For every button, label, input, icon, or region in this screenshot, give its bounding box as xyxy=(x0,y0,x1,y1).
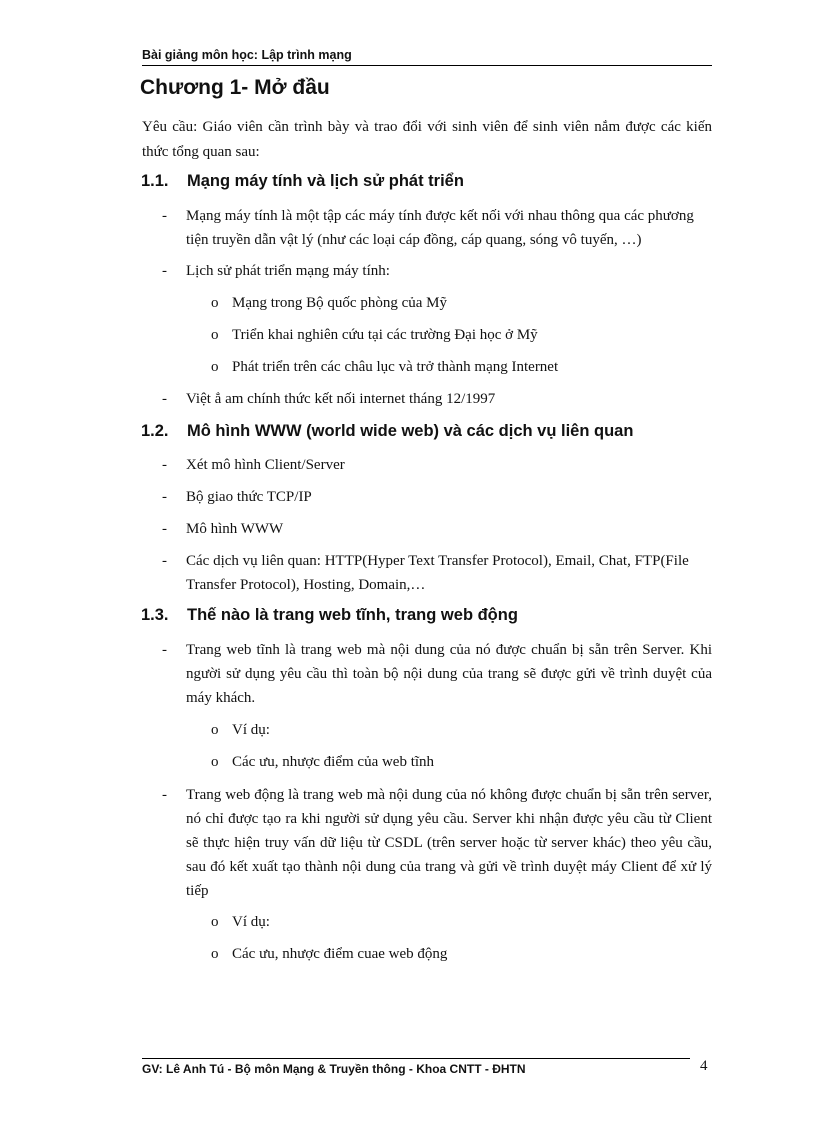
list-item xyxy=(162,517,712,541)
section-number: 1.1. xyxy=(141,172,169,190)
page-footer: GV: Lê Anh Tú - Bộ môn Mạng & Truyền thông - Khoa CNTT - ĐHTN xyxy=(142,1058,690,1076)
sub-list-item-text: Ví dụ: xyxy=(232,722,270,738)
dash-bullet: - xyxy=(162,489,167,505)
sub-list-item-text: Ví dụ: xyxy=(232,914,270,930)
page-header: Bài giảng môn học: Lập trình mạng xyxy=(142,48,712,66)
list-item xyxy=(162,549,712,597)
list-item-text: Các dịch vụ liên quan: HTTP(Hyper Text Transfer Protocol), Email, Chat, FTP(File Transfer Protocol), Hosting, Domain,… xyxy=(186,553,689,593)
list-item-text: Trang web tĩnh là trang web mà nội dung của nó được chuẩn bị sẵn trên Server. Khi người sử dụng yêu cầu thì toàn bộ nội dung của trang sẽ được gửi về trình duyệt của máy khách. xyxy=(186,642,712,706)
dash-bullet: - xyxy=(162,642,167,658)
list-item-text: Xét mô hình Client/Server xyxy=(186,457,345,473)
circle-bullet: o xyxy=(211,359,219,375)
section-heading xyxy=(141,606,721,625)
section-title: Mạng máy tính và lịch sử phát triển xyxy=(187,172,464,190)
intro-paragraph: Yêu cầu: Giáo viên cần trình bày và trao đổi với sinh viên để sinh viên nắm được các kiến thức tổng quan sau: xyxy=(142,119,712,160)
section-title: Thế nào là trang web tĩnh, trang web động xyxy=(187,606,518,624)
section-heading xyxy=(141,172,721,191)
circle-bullet: o xyxy=(211,722,219,738)
list-item xyxy=(162,485,712,509)
circle-bullet: o xyxy=(211,327,219,343)
list-item-text: Lịch sử phát triển mạng máy tính: xyxy=(186,263,390,279)
circle-bullet: o xyxy=(211,914,219,930)
list-item xyxy=(162,783,712,903)
sub-list-item xyxy=(211,942,712,966)
sub-list-item-text: Các ưu, nhược điểm cuae web động xyxy=(232,946,448,962)
list-item-text: Việt ẳ am chính thức kết nối internet tháng 12/1997 xyxy=(186,391,496,407)
section-number: 1.2. xyxy=(141,422,169,440)
dash-bullet: - xyxy=(162,391,167,407)
sub-list-item xyxy=(211,750,712,774)
sub-list-item xyxy=(211,355,712,379)
section-heading xyxy=(141,422,721,441)
list-item xyxy=(162,638,712,710)
dash-bullet: - xyxy=(162,553,167,569)
list-item-text: Trang web động là trang web mà nội dung của nó không được chuẩn bị sẵn trên server, nó chỉ được tạo ra khi người sử dụng yêu cầu. Server khi nhận được yêu cầu từ Client sẽ thực hiện truy vấn dữ liệu từ CSDL (trên server hoặc từ server khác) theo yêu cầu, sau đó kết xuất tạo thành nội dung của trang và gửi về trình duyệt máy Client để xử lý tiếp xyxy=(186,787,712,899)
chapter-title: Chương 1- Mở đầu xyxy=(140,76,330,99)
section-number: 1.3. xyxy=(141,606,169,624)
list-item-text: Bộ giao thức TCP/IP xyxy=(186,489,312,505)
list-item xyxy=(162,387,712,411)
list-item xyxy=(162,259,712,283)
sub-list-item-text: Mạng trong Bộ quốc phòng của Mỹ xyxy=(232,295,447,311)
list-item-text: Mạng máy tính là một tập các máy tính được kết nối với nhau thông qua các phương tiện truyền dẫn vật lý (như các loại cáp đồng, cáp quang, sóng vô tuyến, …) xyxy=(186,208,694,248)
dash-bullet: - xyxy=(162,263,167,279)
section-title: Mô hình WWW (world wide web) và các dịch vụ liên quan xyxy=(187,422,634,440)
circle-bullet: o xyxy=(211,754,219,770)
dash-bullet: - xyxy=(162,521,167,537)
circle-bullet: o xyxy=(211,295,219,311)
sub-list-item xyxy=(211,910,712,934)
sub-list-item-text: Các ưu, nhược điểm của web tĩnh xyxy=(232,754,435,770)
sub-list-item xyxy=(211,718,712,742)
page-number: 4 xyxy=(700,1058,708,1074)
sub-list-item xyxy=(211,323,712,347)
sub-list-item-text: Triển khai nghiên cứu tại các trường Đại học ở Mỹ xyxy=(232,327,538,343)
list-item xyxy=(162,204,712,252)
dash-bullet: - xyxy=(162,787,167,803)
circle-bullet: o xyxy=(211,946,219,962)
sub-list-item-text: Phát triển trên các châu lục và trở thành mạng Internet xyxy=(232,359,559,375)
list-item-text: Mô hình WWW xyxy=(186,521,284,537)
dash-bullet: - xyxy=(162,457,167,473)
list-item xyxy=(162,453,712,477)
dash-bullet: - xyxy=(162,208,167,224)
sub-list-item xyxy=(211,291,712,315)
